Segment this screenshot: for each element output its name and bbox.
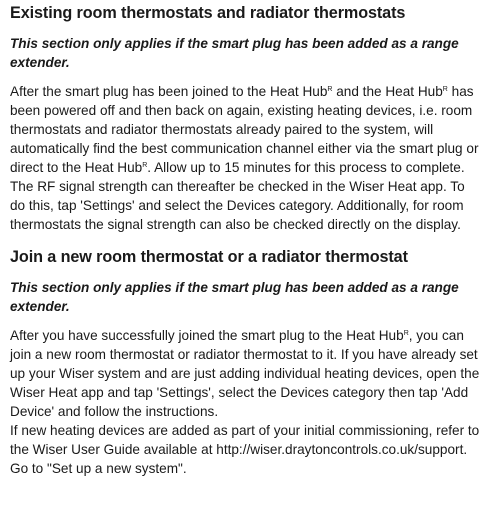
superscript: R: [142, 162, 148, 169]
section-join-new-thermostat: [10, 246, 482, 478]
superscript: R: [327, 86, 333, 93]
paragraph-text: After you have successfully joined the smart plug to the Heat Hub: [10, 328, 404, 343]
superscript: R: [403, 330, 409, 337]
range-extender-note: This section only applies if the smart plug has been added as a range extender.: [10, 280, 459, 314]
section-heading: Existing room thermostats and radiator thermostats: [10, 4, 406, 22]
paragraph-text: After the smart plug has been joined to the Heat Hub: [10, 84, 328, 99]
section-existing-thermostats: [10, 2, 482, 234]
join-device-paragraph: [10, 326, 482, 421]
paragraph-text: and the Heat Hub: [332, 84, 443, 99]
paragraph-text: . Allow up to 15 minutes for this process to complete. The RF signal strength can thereafter be checked in the Wiser Heat app. To do this, tap 'Settings' and select the Devices category. Additionally, for room thermostats the signal strength can also be checked directly on the display.: [10, 160, 465, 232]
range-extender-note: This section only applies if the smart plug has been added as a range extender.: [10, 36, 459, 70]
paragraph-text: , you can join a new room thermostat or radiator thermostat to it. If you have already set up your Wiser system and are just adding individual heating devices, open the Wiser Heat app and tap 'Settings', select the Devices category then tap 'Add Device' and follow the instructions.: [10, 328, 480, 419]
superscript: R: [442, 86, 448, 93]
existing-devices-paragraph: [10, 82, 482, 234]
user-guide-paragraph: If new heating devices are added as part of your initial commissioning, refer to the Wiser User Guide available at http://wiser.draytoncontrols.co.uk/support. Go to "Set up a new system".: [10, 423, 480, 476]
section-heading: Join a new room thermostat or a radiator thermostat: [10, 248, 408, 266]
paragraph-text: has been powered off and then back on again, existing heating devices, i.e. room thermostats and radiator thermostats already paired to the system, will automatically find the best communication channel either via the smart plug or direct to the Heat Hub: [10, 84, 479, 175]
